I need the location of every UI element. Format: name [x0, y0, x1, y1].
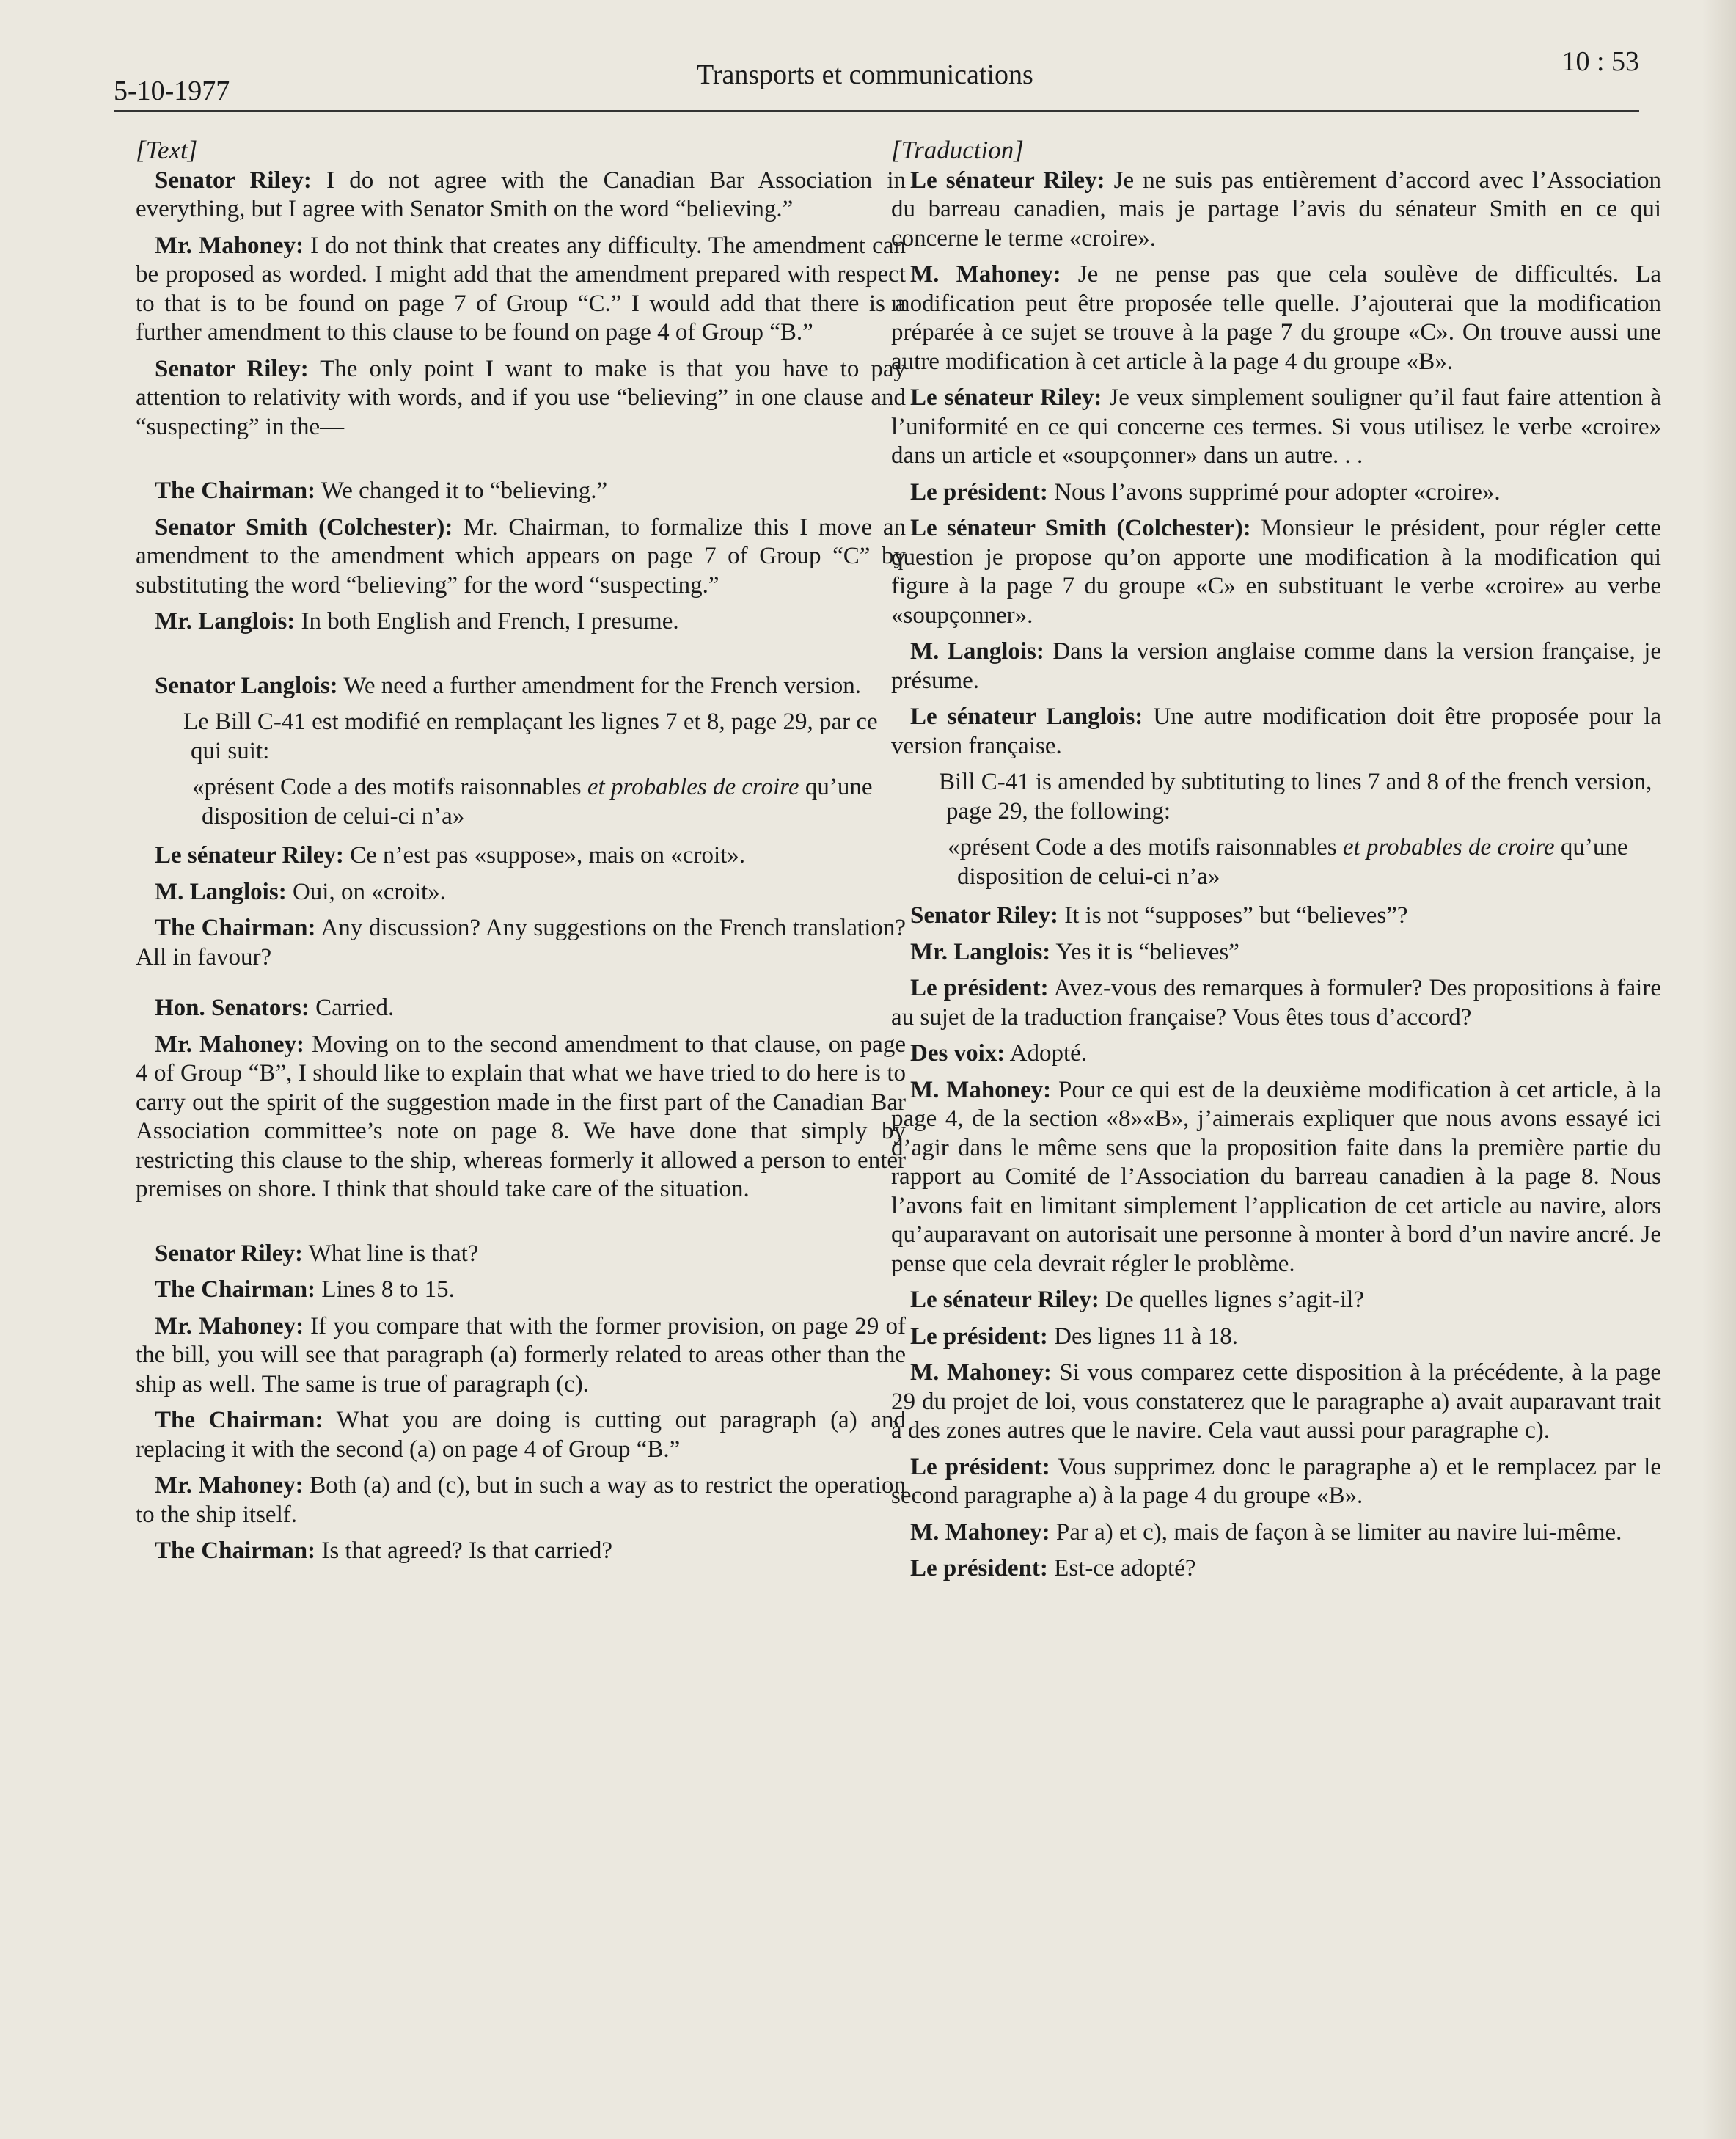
- speaker-name: Le sénateur Riley:: [910, 384, 1102, 411]
- speech-paragraph: [891, 1076, 1661, 1279]
- speech-text: Lines 8 to 15.: [315, 1276, 455, 1303]
- speech-text: It is not “supposes” but “believes”?: [1058, 902, 1408, 929]
- spacer: [136, 1212, 906, 1240]
- speech-text: Dans la version anglaise comme dans la version française, je présume.: [891, 638, 1661, 694]
- speech-paragraph: [891, 703, 1661, 761]
- page-header: [114, 45, 1639, 113]
- speech-paragraph: [891, 1039, 1661, 1069]
- speech-paragraph: [891, 478, 1661, 508]
- speech-paragraph: [891, 902, 1661, 931]
- speaker-name: M. Mahoney:: [910, 1359, 1052, 1386]
- speech-text: We need a further amendment for the French version.: [337, 672, 861, 699]
- speaker-name: Mr. Mahoney:: [155, 1312, 304, 1339]
- speaker-name: The Chairman:: [155, 1407, 323, 1433]
- amendment-text: Bill C-41 is amended by subtituting to lines 7 and 8 of the french version, page 29, the following:: [939, 769, 1652, 824]
- speech-text: Vous supprimez donc le paragraphe a) et le remplacez par le second paragraphe a) à la page 4 du groupe «B».: [891, 1453, 1661, 1509]
- speech-paragraph: [891, 1323, 1661, 1352]
- speaker-name: Hon. Senators:: [155, 995, 310, 1021]
- speaker-name: The Chairman:: [155, 1537, 316, 1564]
- header-date: 5-10-1977: [114, 76, 230, 106]
- speech-paragraph: [891, 1286, 1661, 1315]
- speaker-name: Senator Riley:: [155, 355, 309, 382]
- spacer: [136, 979, 906, 994]
- section-label: [Traduction]: [891, 136, 1024, 164]
- speaker-name: The Chairman:: [155, 1276, 316, 1303]
- speech-paragraph: [136, 607, 906, 637]
- speech-paragraph: [136, 1471, 906, 1529]
- speech-paragraph: [136, 1031, 906, 1204]
- speech-text: Je veux simplement souligner qu’il faut faire attention à l’uniformité en ce qui concerne ces termes. Si vous utilisez le verbe «croire» dans un article et «soupçonner» dans un autre. . .: [891, 384, 1661, 469]
- page-edge-shadow: [1702, 0, 1736, 2139]
- speaker-name: Des voix:: [910, 1040, 1006, 1067]
- speaker-name: Le président:: [910, 1453, 1050, 1480]
- speech-paragraph: [136, 1537, 906, 1566]
- speech-paragraph: [136, 994, 906, 1023]
- quote-italic-text: et probables de croire: [1342, 834, 1555, 860]
- speech-paragraph: [891, 637, 1661, 695]
- speech-text: De quelles lignes s’agit-il?: [1099, 1287, 1364, 1313]
- speaker-name: Mr. Mahoney:: [155, 232, 304, 259]
- speech-text: What you are doing is cutting out paragraph (a) and replacing it with the second (a) on page 4 of Group “B.”: [136, 1407, 907, 1463]
- speech-paragraph: [136, 355, 906, 442]
- header-rule: [114, 110, 1639, 112]
- speech-text: Est-ce adopté?: [1047, 1555, 1196, 1582]
- quote-text: qu’une disposition de celui-ci n’a»: [202, 774, 873, 830]
- speech-text: Avez-vous des remarques à formuler? Des propositions à faire au sujet de la traduction française? Vous êtes tous d’accord?: [891, 975, 1661, 1031]
- speech-text: Si vous comparez cette disposition à la précédente, à la page 29 du projet de loi, vous constaterez que le paragraphe a) avait auparavant trait à des zones autres que le navire. Cela vaut aussi pour paragraphe c).: [891, 1359, 1661, 1444]
- speech-text: Monsieur le président, pour régler cette question je propose qu’on apporte une modification à la modification qui figure à la page 7 du groupe «C» en substituant le verbe «croire» au verbe «soupçonner».: [891, 515, 1661, 629]
- speech-text: Adopté.: [1005, 1040, 1088, 1067]
- speech-paragraph: [891, 1554, 1661, 1584]
- speaker-name: Le président:: [910, 478, 1048, 505]
- quote-italic-text: et probables de croire: [587, 774, 799, 800]
- speech-text: In both English and French, I presume.: [295, 608, 679, 635]
- speech-paragraph: [136, 1276, 906, 1305]
- speech-paragraph: [136, 914, 906, 972]
- speech-paragraph: [891, 1453, 1661, 1511]
- speaker-name: Mr. Langlois:: [910, 938, 1051, 965]
- speech-text: Is that agreed? Is that carried?: [315, 1537, 613, 1564]
- speaker-name: Senator Riley:: [910, 902, 1058, 929]
- amendment-quote: [136, 773, 906, 831]
- speech-text: Des lignes 11 à 18.: [1047, 1323, 1238, 1350]
- speech-text: Yes it is “believes”: [1050, 938, 1239, 965]
- speaker-name: Senator Smith (Colchester):: [155, 513, 453, 541]
- speech-text: Par a) et c), mais de façon à se limiter au navire lui-même.: [1050, 1518, 1622, 1546]
- speaker-name: Senator Langlois:: [155, 672, 338, 699]
- speaker-name: The Chairman:: [155, 478, 316, 504]
- speech-text: Mr. Chairman, to formalize this I move an amendment to the amendment which appears on page 7 of Group “C” by substituting the word “believing” for the word “suspecting.”: [136, 513, 906, 599]
- english-column: [136, 136, 906, 1573]
- spacer: [136, 449, 906, 477]
- speech-text: Moving on to the second amendment to that clause, on page 4 of Group “B”, I should like to explain that what we have tried to do here is to carry out the spirit of the suggestion made in the first part of the Canadian Bar Association committee’s note on page 8. We have done that simply by restricting this clause to the ship, whereas formerly it allowed a person to enter premises on shore. I think that should take care of the situation.: [136, 1031, 906, 1202]
- speaker-name: Le président:: [910, 1555, 1048, 1582]
- speech-paragraph: [136, 1406, 906, 1464]
- speech-paragraph: [891, 974, 1661, 1032]
- speech-text: Both (a) and (c), but in such a way as to restrict the operation to the ship itself.: [136, 1472, 906, 1528]
- speech-paragraph: [136, 513, 906, 601]
- speech-paragraph: [891, 514, 1661, 630]
- quote-text: qu’une disposition de celui-ci n’a»: [957, 834, 1628, 890]
- speaker-name: Le sénateur Smith (Colchester):: [910, 515, 1251, 541]
- speaker-name: M. Langlois:: [155, 878, 287, 905]
- speaker-name: M. Langlois:: [910, 638, 1044, 665]
- speech-text: I do not agree with the Canadian Bar Association in everything, but I agree with Senator Smith on the word “believing.”: [136, 167, 906, 222]
- speaker-name: Le sénateur Langlois:: [910, 703, 1143, 730]
- speaker-name: M. Mahoney:: [910, 1076, 1052, 1103]
- header-page-number: 10 : 53: [1561, 46, 1639, 77]
- speaker-name: M. Mahoney:: [910, 1518, 1050, 1546]
- speech-paragraph: [136, 1312, 906, 1400]
- quote-text: «présent Code a des motifs raisonnables: [192, 774, 587, 800]
- speech-text: The only point I want to make is that you have to pay attention to relativity with words, and if you use “believing” in one clause and “suspecting” in the—: [136, 355, 906, 440]
- speech-paragraph: [891, 1359, 1661, 1446]
- header-title: Transports et communications: [697, 59, 1033, 90]
- speaker-name: M. Mahoney:: [910, 261, 1061, 288]
- speaker-name: Le sénateur Riley:: [910, 167, 1105, 194]
- speech-paragraph: [891, 1518, 1661, 1548]
- speech-paragraph: [891, 938, 1661, 968]
- speech-paragraph: [891, 384, 1661, 471]
- speaker-name: Mr. Mahoney:: [155, 1472, 304, 1499]
- speech-paragraph: [136, 672, 906, 701]
- french-column: [891, 136, 1661, 1591]
- speech-paragraph: [136, 1240, 906, 1269]
- speech-text: Je ne pense pas que cela soulève de difficultés. La modification peut être proposée telle quelle. J’ajouterai que la modification préparée à ce sujet se trouve à la page 7 du groupe «C». On trouve aussi une autre modification à cet article à la page 4 du groupe «B».: [891, 261, 1661, 375]
- speaker-name: Le président:: [910, 1323, 1048, 1350]
- speech-text: Ce n’est pas «suppose», mais on «croit».: [343, 842, 746, 869]
- speech-text: We changed it to “believing.”: [315, 478, 608, 504]
- speech-text: If you compare that with the former provision, on page 29 of the bill, you will see that paragraph (a) formerly related to areas other than the ship as well. The same is true of paragraph (c).: [136, 1312, 906, 1397]
- speech-text: Nous l’avons supprimé pour adopter «croire».: [1047, 478, 1501, 505]
- speech-paragraph: [891, 167, 1661, 254]
- speech-text: Je ne suis pas entièrement d’accord avec l’Association du barreau canadien, mais je partage l’avis du sénateur Smith en ce qui concerne le terme «croire».: [891, 167, 1661, 252]
- speech-text: Une autre modification doit être proposée pour la version française.: [891, 703, 1661, 759]
- speech-paragraph: [136, 841, 906, 871]
- speech-text: Any discussion? Any suggestions on the French translation? All in favour?: [136, 915, 907, 970]
- speaker-name: Le sénateur Riley:: [155, 842, 344, 869]
- speaker-name: Mr. Mahoney:: [155, 1031, 304, 1058]
- speech-paragraph: [136, 232, 906, 348]
- speaker-name: Senator Riley:: [155, 167, 312, 194]
- speaker-name: Le sénateur Riley:: [910, 1287, 1099, 1313]
- speech-text: I do not think that creates any difficulty. The amendment can be proposed as worded. I might add that the amendment prepared with respect to that is to be found on page 7 of Group “C.” I would add that there is a further amendment to this clause to be found on page 4 of Group “B.”: [136, 232, 906, 345]
- speech-paragraph: [891, 260, 1661, 376]
- amendment-quote: [891, 833, 1661, 891]
- speech-text: What line is that?: [302, 1240, 479, 1267]
- speech-paragraph: [136, 878, 906, 907]
- speaker-name: The Chairman:: [155, 915, 316, 941]
- amendment-text: Le Bill C-41 est modifié en remplaçant les lignes 7 et 8, page 29, par ce qui suit:: [183, 709, 878, 764]
- quote-text: «présent Code a des motifs raisonnables: [948, 834, 1343, 860]
- speech-text: Oui, on «croit».: [286, 878, 446, 905]
- speech-paragraph: [136, 477, 906, 506]
- speaker-name: Le président:: [910, 975, 1049, 1001]
- speech-text: Carried.: [309, 995, 395, 1021]
- speech-text: Pour ce qui est de la deuxième modification à cet article, à la page 4, de la section «8»«B», j’aimerais expliquer que nous avons essayé ici d’agir dans le même sens que la proposition faite dans la première partie du rapport au Comité de l’Association du barreau canadien à la page 8. Nous l’avons fait en limitant simplement l’application de cet article au navire, alors qu’auparavant on autorisait une personne à monter à bord d’un navire ancré. Je pense que cela devrait régler le problème.: [891, 1076, 1662, 1277]
- section-label: [Text]: [136, 136, 198, 164]
- spacer: [136, 644, 906, 672]
- speaker-name: Senator Riley:: [155, 1240, 303, 1267]
- speech-paragraph: [136, 167, 906, 224]
- speaker-name: Mr. Langlois:: [155, 608, 296, 635]
